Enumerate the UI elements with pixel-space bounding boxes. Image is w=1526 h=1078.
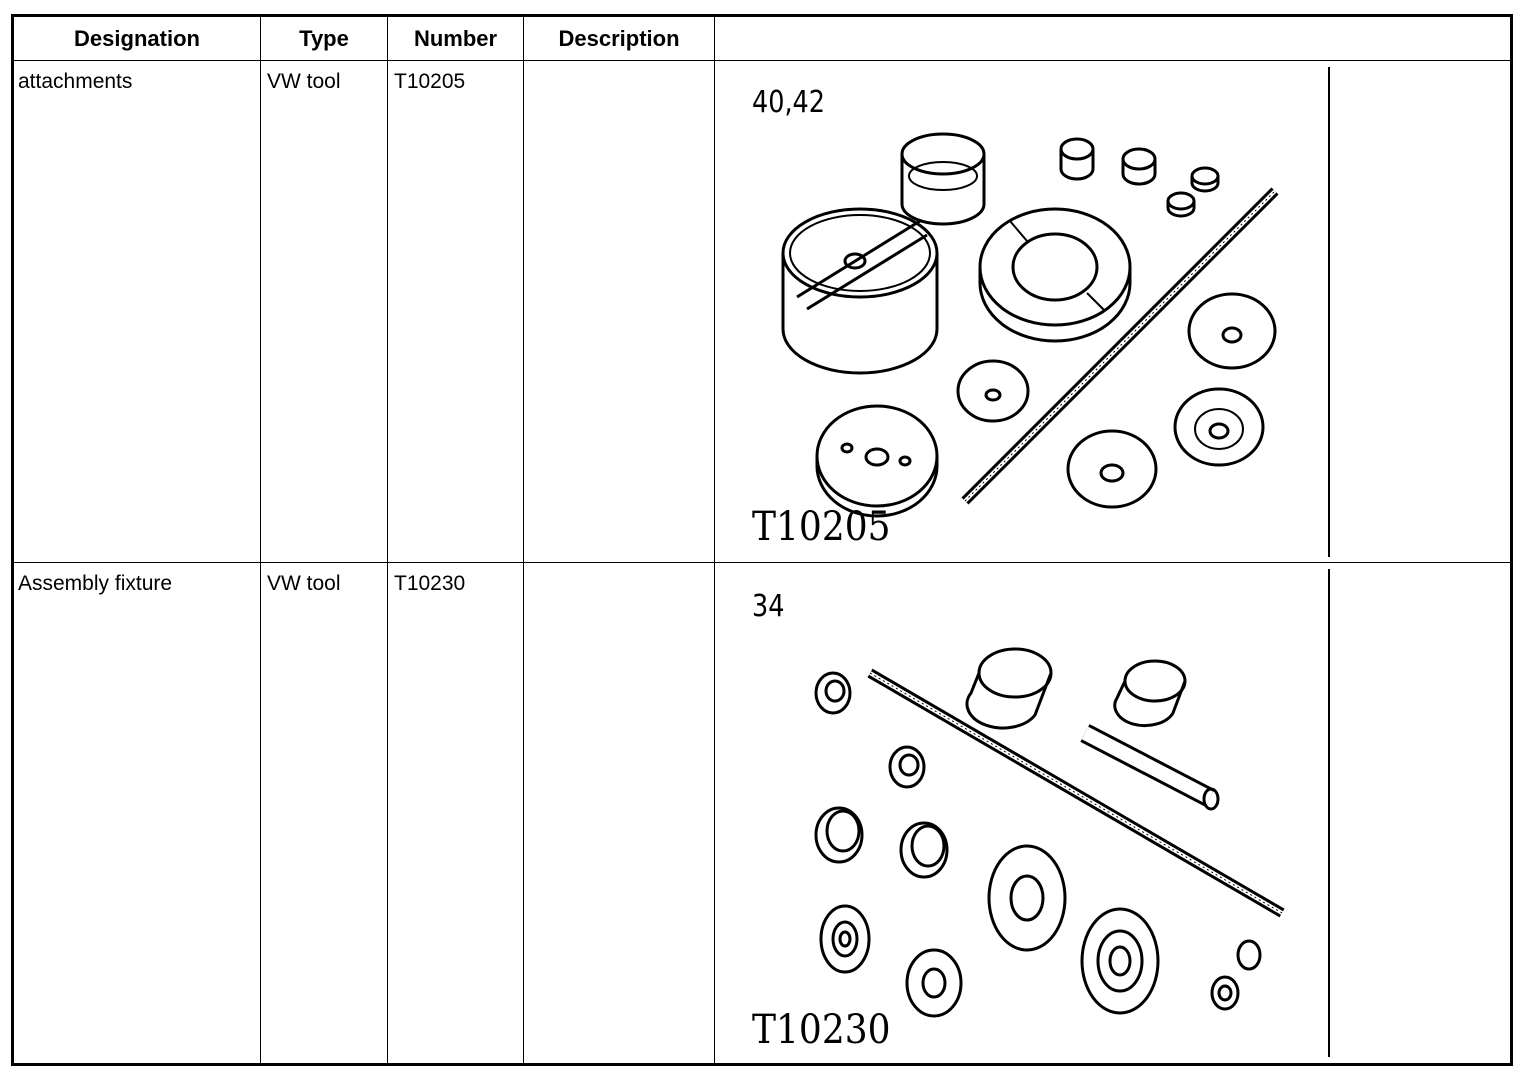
figure-tool-code: T10230	[752, 1007, 891, 1053]
row2-type: VW tool	[267, 572, 341, 595]
column-divider	[523, 17, 524, 1063]
special-tools-table	[11, 14, 1513, 1066]
header-image	[715, 17, 1510, 61]
header-type: Type	[299, 26, 349, 51]
row2-number: T10230	[394, 572, 466, 595]
header-number: Number	[413, 26, 498, 51]
tool-set-drawing	[715, 61, 1510, 562]
row1-designation: attachments	[18, 70, 133, 93]
header-description: Description	[558, 26, 680, 51]
tool-illustration-t10205	[715, 61, 1510, 562]
row2-designation: Assembly fixture	[18, 572, 173, 595]
tool-illustration-t10230	[715, 563, 1510, 1063]
figure-frame-line	[1328, 67, 1330, 557]
figure-tool-code: T10205	[752, 504, 891, 550]
figure-ref-label: 34	[752, 589, 785, 624]
tool-set-drawing	[715, 563, 1510, 1063]
header-designation: Designation	[74, 26, 200, 51]
figure-frame-line	[1328, 569, 1330, 1057]
figure-ref-label: 40,42	[752, 85, 826, 120]
row1-type: VW tool	[267, 70, 341, 93]
column-divider	[387, 17, 388, 1063]
column-divider	[260, 17, 261, 1063]
row1-number: T10205	[394, 70, 466, 93]
